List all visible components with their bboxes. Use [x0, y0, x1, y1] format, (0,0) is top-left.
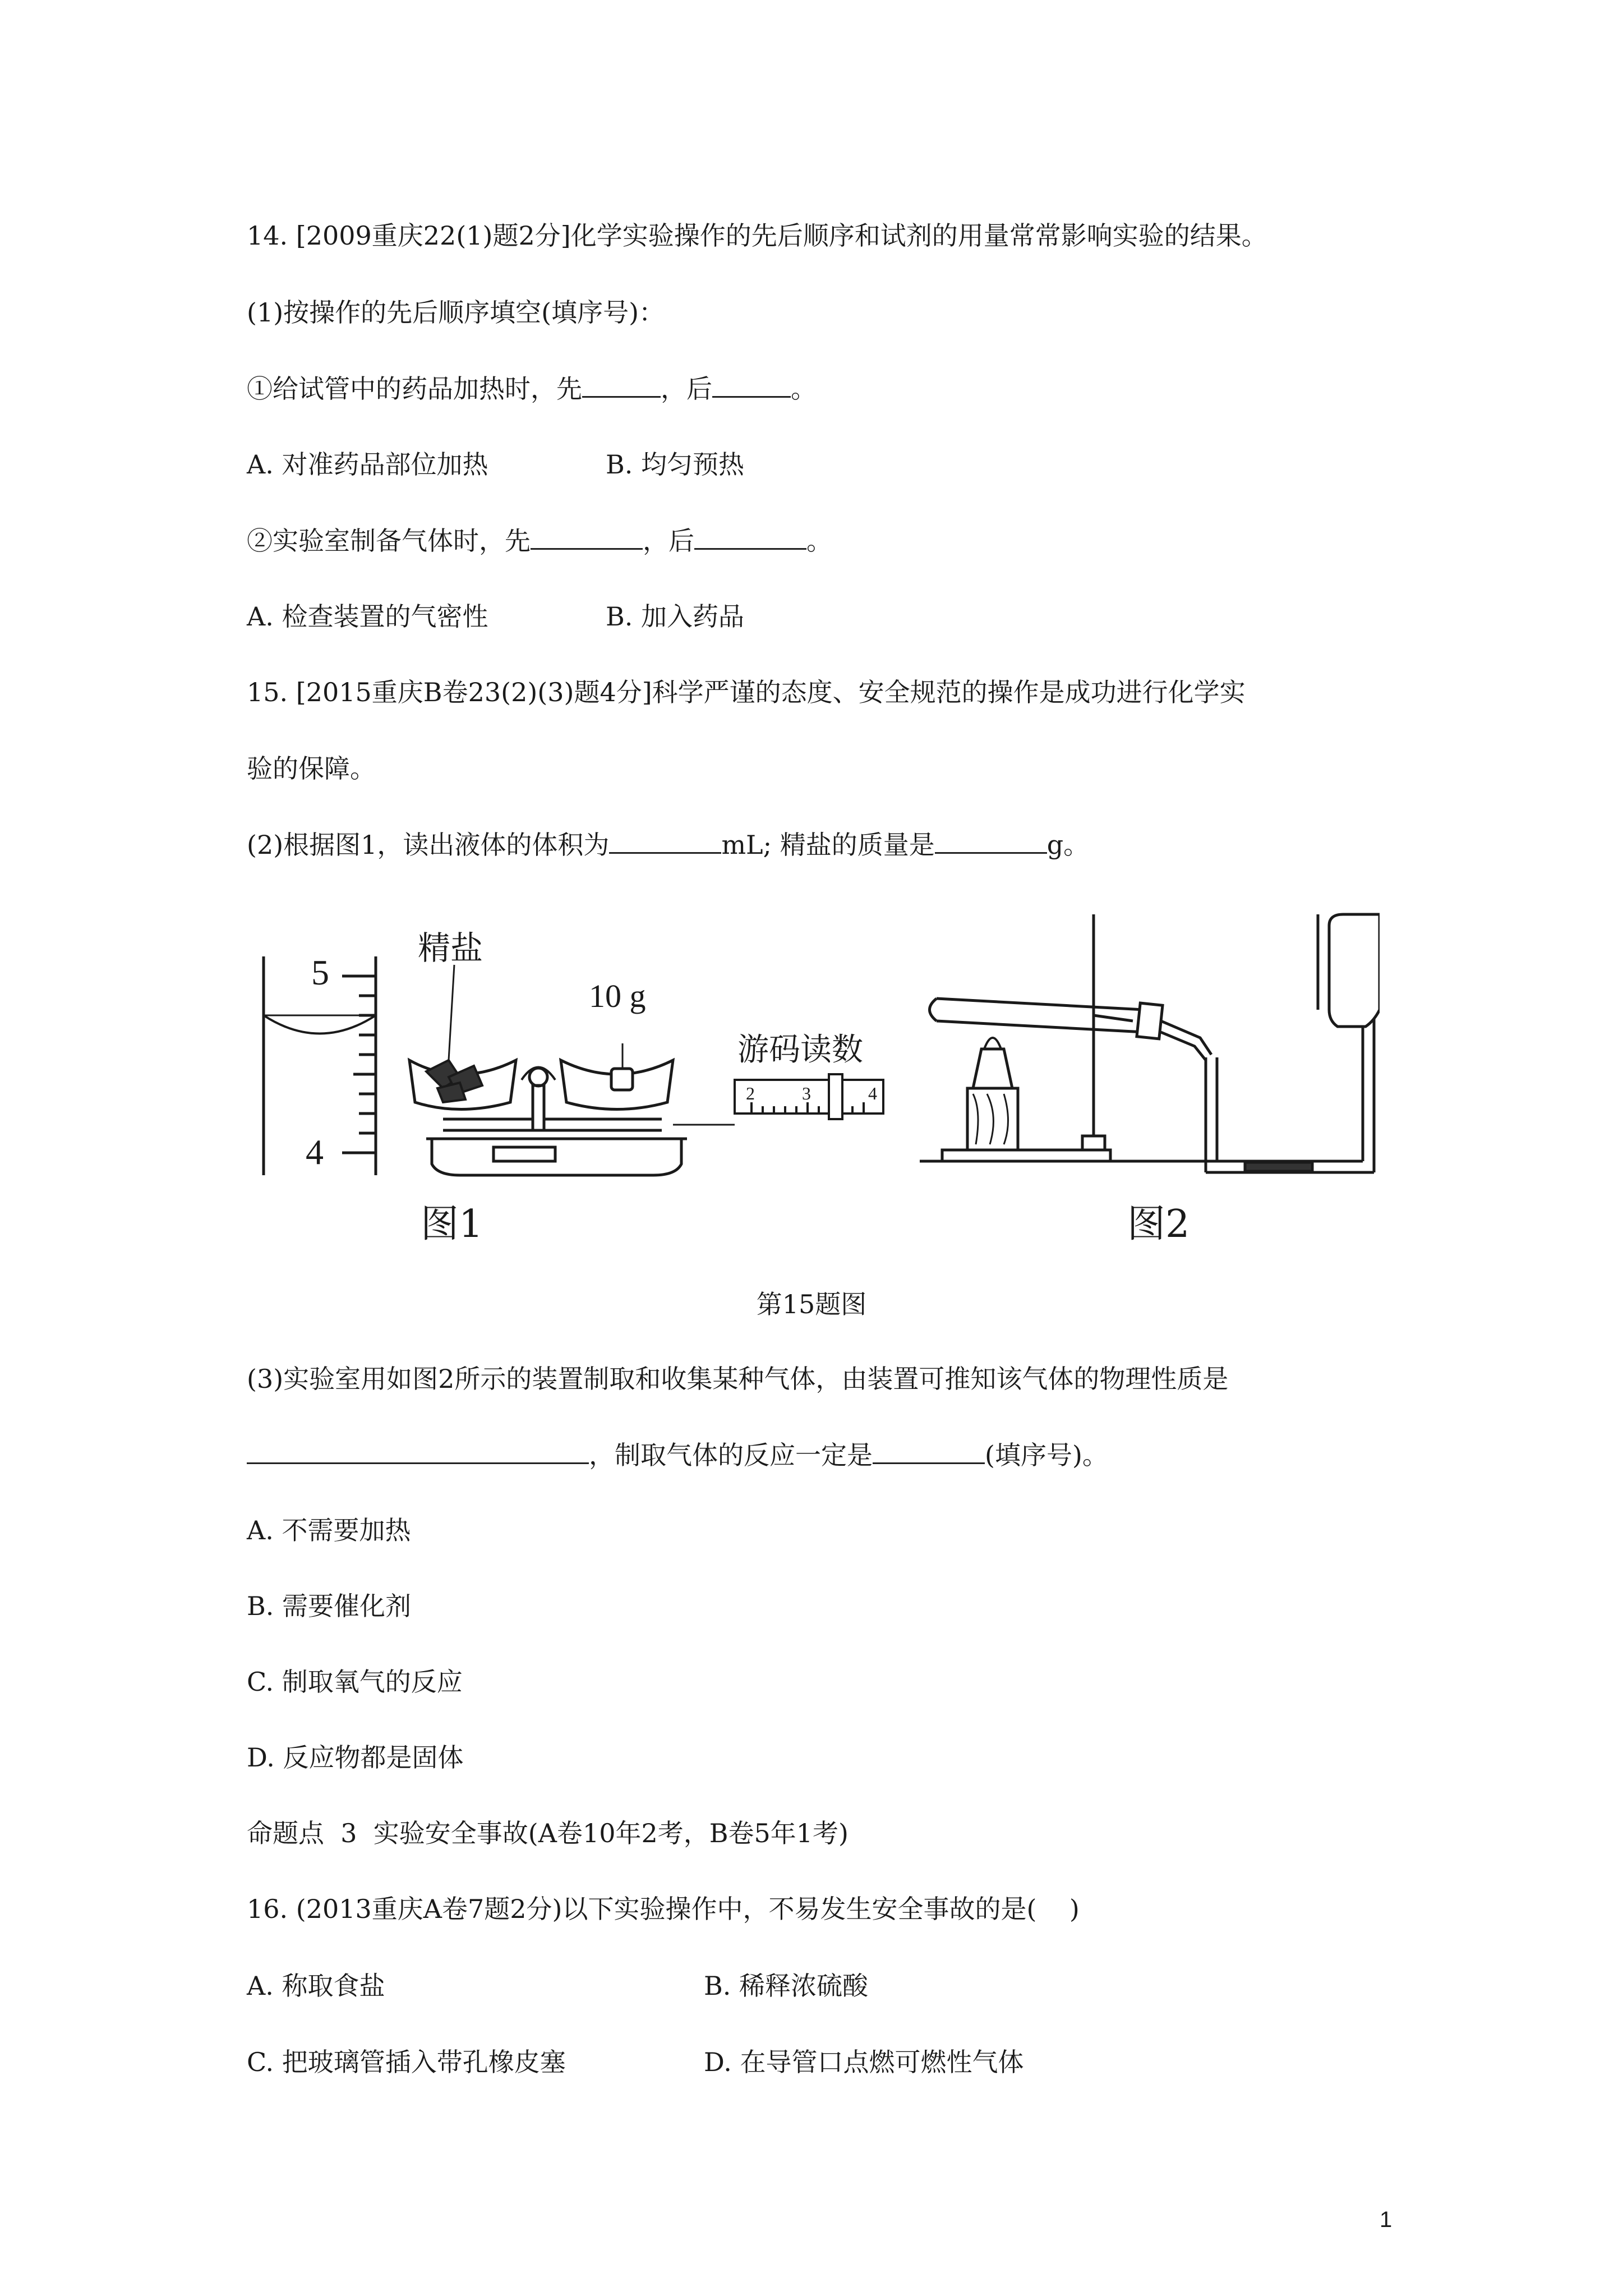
- q14-item-i-end: 。: [791, 374, 817, 404]
- option-d: D. 反应物都是固体: [247, 1742, 464, 1773]
- q14-item-ii-text: ②实验室制备气体时，先: [247, 526, 531, 556]
- cylinder-mark-5: 5: [311, 953, 329, 992]
- q15-part3: (3)实验室用如图2所示的装置制取和收集某种气体，由装置可推知该气体的物理性质是: [247, 1364, 1229, 1394]
- q15-part3-line2: [247, 1438, 1108, 1472]
- q14-item-ii-end: 。: [806, 526, 832, 556]
- section-heading: 命题点 3 实验安全事故(A卷10年2考，B卷5年1考): [247, 1818, 849, 1848]
- q14-i-options: [247, 448, 488, 481]
- ruler-tick-3: 3: [802, 1083, 811, 1103]
- answer-blank[interactable]: [247, 1438, 589, 1464]
- q14-item-i-text: ①给试管中的药品加热时，先: [247, 374, 582, 404]
- q14-item-ii: [247, 523, 832, 558]
- gas-collection-bottle: [1329, 914, 1380, 1027]
- q15-stem-1: 15. [2015重庆B卷23(2)(3)题4分]科学严谨的态度、安全规范的操作是成功进行化学实: [247, 677, 1246, 707]
- option-b: B. 均匀预热: [606, 449, 745, 480]
- q15-part3-end: (填序号)。: [985, 1440, 1108, 1470]
- q15-part2-text: (2)根据图1，读出液体的体积为: [247, 830, 610, 860]
- option-a: A. 称取食盐: [247, 1971, 385, 2001]
- cylinder-mark-4: 4: [306, 1132, 324, 1172]
- rider-label: 游码读数: [737, 1032, 863, 1068]
- balance-scale: [409, 1043, 735, 1175]
- figure-1-label: 图1: [421, 1202, 483, 1246]
- q14-part1: (1)按操作的先后顺序填空(填序号)：: [247, 297, 665, 328]
- q14-item-i: [247, 371, 817, 406]
- option-c: C. 制取氧气的反应: [247, 1667, 463, 1697]
- ruler-tick-4: 4: [868, 1083, 877, 1103]
- q15-part2-end: g。: [1046, 830, 1090, 860]
- answer-blank[interactable]: [712, 371, 791, 398]
- question-15-figure: [258, 909, 1380, 1257]
- salt-label: 精盐: [418, 929, 483, 967]
- q15-part2-text2: mL; 精盐的质量是: [721, 830, 935, 860]
- answer-blank[interactable]: [531, 523, 643, 550]
- page-number: 1: [1380, 2207, 1393, 2232]
- q15-stem-2: 验的保障。: [247, 753, 376, 784]
- answer-blank[interactable]: [694, 523, 806, 550]
- option-a: A. 对准药品部位加热: [247, 449, 488, 480]
- option-b: B. 加入药品: [606, 601, 745, 632]
- option-c: C. 把玻璃管插入带孔橡皮塞: [247, 2047, 566, 2077]
- weight-label: 10 g: [589, 978, 646, 1014]
- q14-stem: 14. [2009重庆22(1)题2分]化学实验操作的先后顺序和试剂的用量常常影响实验的结果。: [247, 220, 1267, 251]
- answer-blank[interactable]: [935, 827, 1047, 854]
- heating-apparatus: [920, 914, 1374, 1172]
- q16-stem: 16. (2013重庆A卷7题2分)以下实验操作中，不易发生安全事故的是( ): [247, 1894, 1080, 1924]
- figure-2-label: 图2: [1127, 1202, 1190, 1246]
- option-a: A. 检查装置的气密性: [247, 601, 488, 632]
- figure-caption: 第15题图: [756, 1289, 867, 1319]
- q14-item-i-text2: ，后: [661, 374, 712, 404]
- option-a: A. 不需要加热: [247, 1515, 411, 1545]
- q15-part3-text2: ，制取气体的反应一定是: [589, 1440, 873, 1470]
- option-b: B. 需要催化剂: [247, 1591, 412, 1621]
- answer-blank[interactable]: [873, 1438, 985, 1464]
- q14-item-ii-text2: ，后: [643, 526, 694, 556]
- option-b: B. 稀释浓硫酸: [704, 1971, 869, 2001]
- answer-blank[interactable]: [582, 371, 661, 398]
- ruler-tick-2: 2: [746, 1083, 755, 1103]
- answer-blank[interactable]: [609, 827, 721, 854]
- option-d: D. 在导管口点燃可燃性气体: [704, 2047, 1024, 2077]
- q15-part2: [247, 827, 1089, 862]
